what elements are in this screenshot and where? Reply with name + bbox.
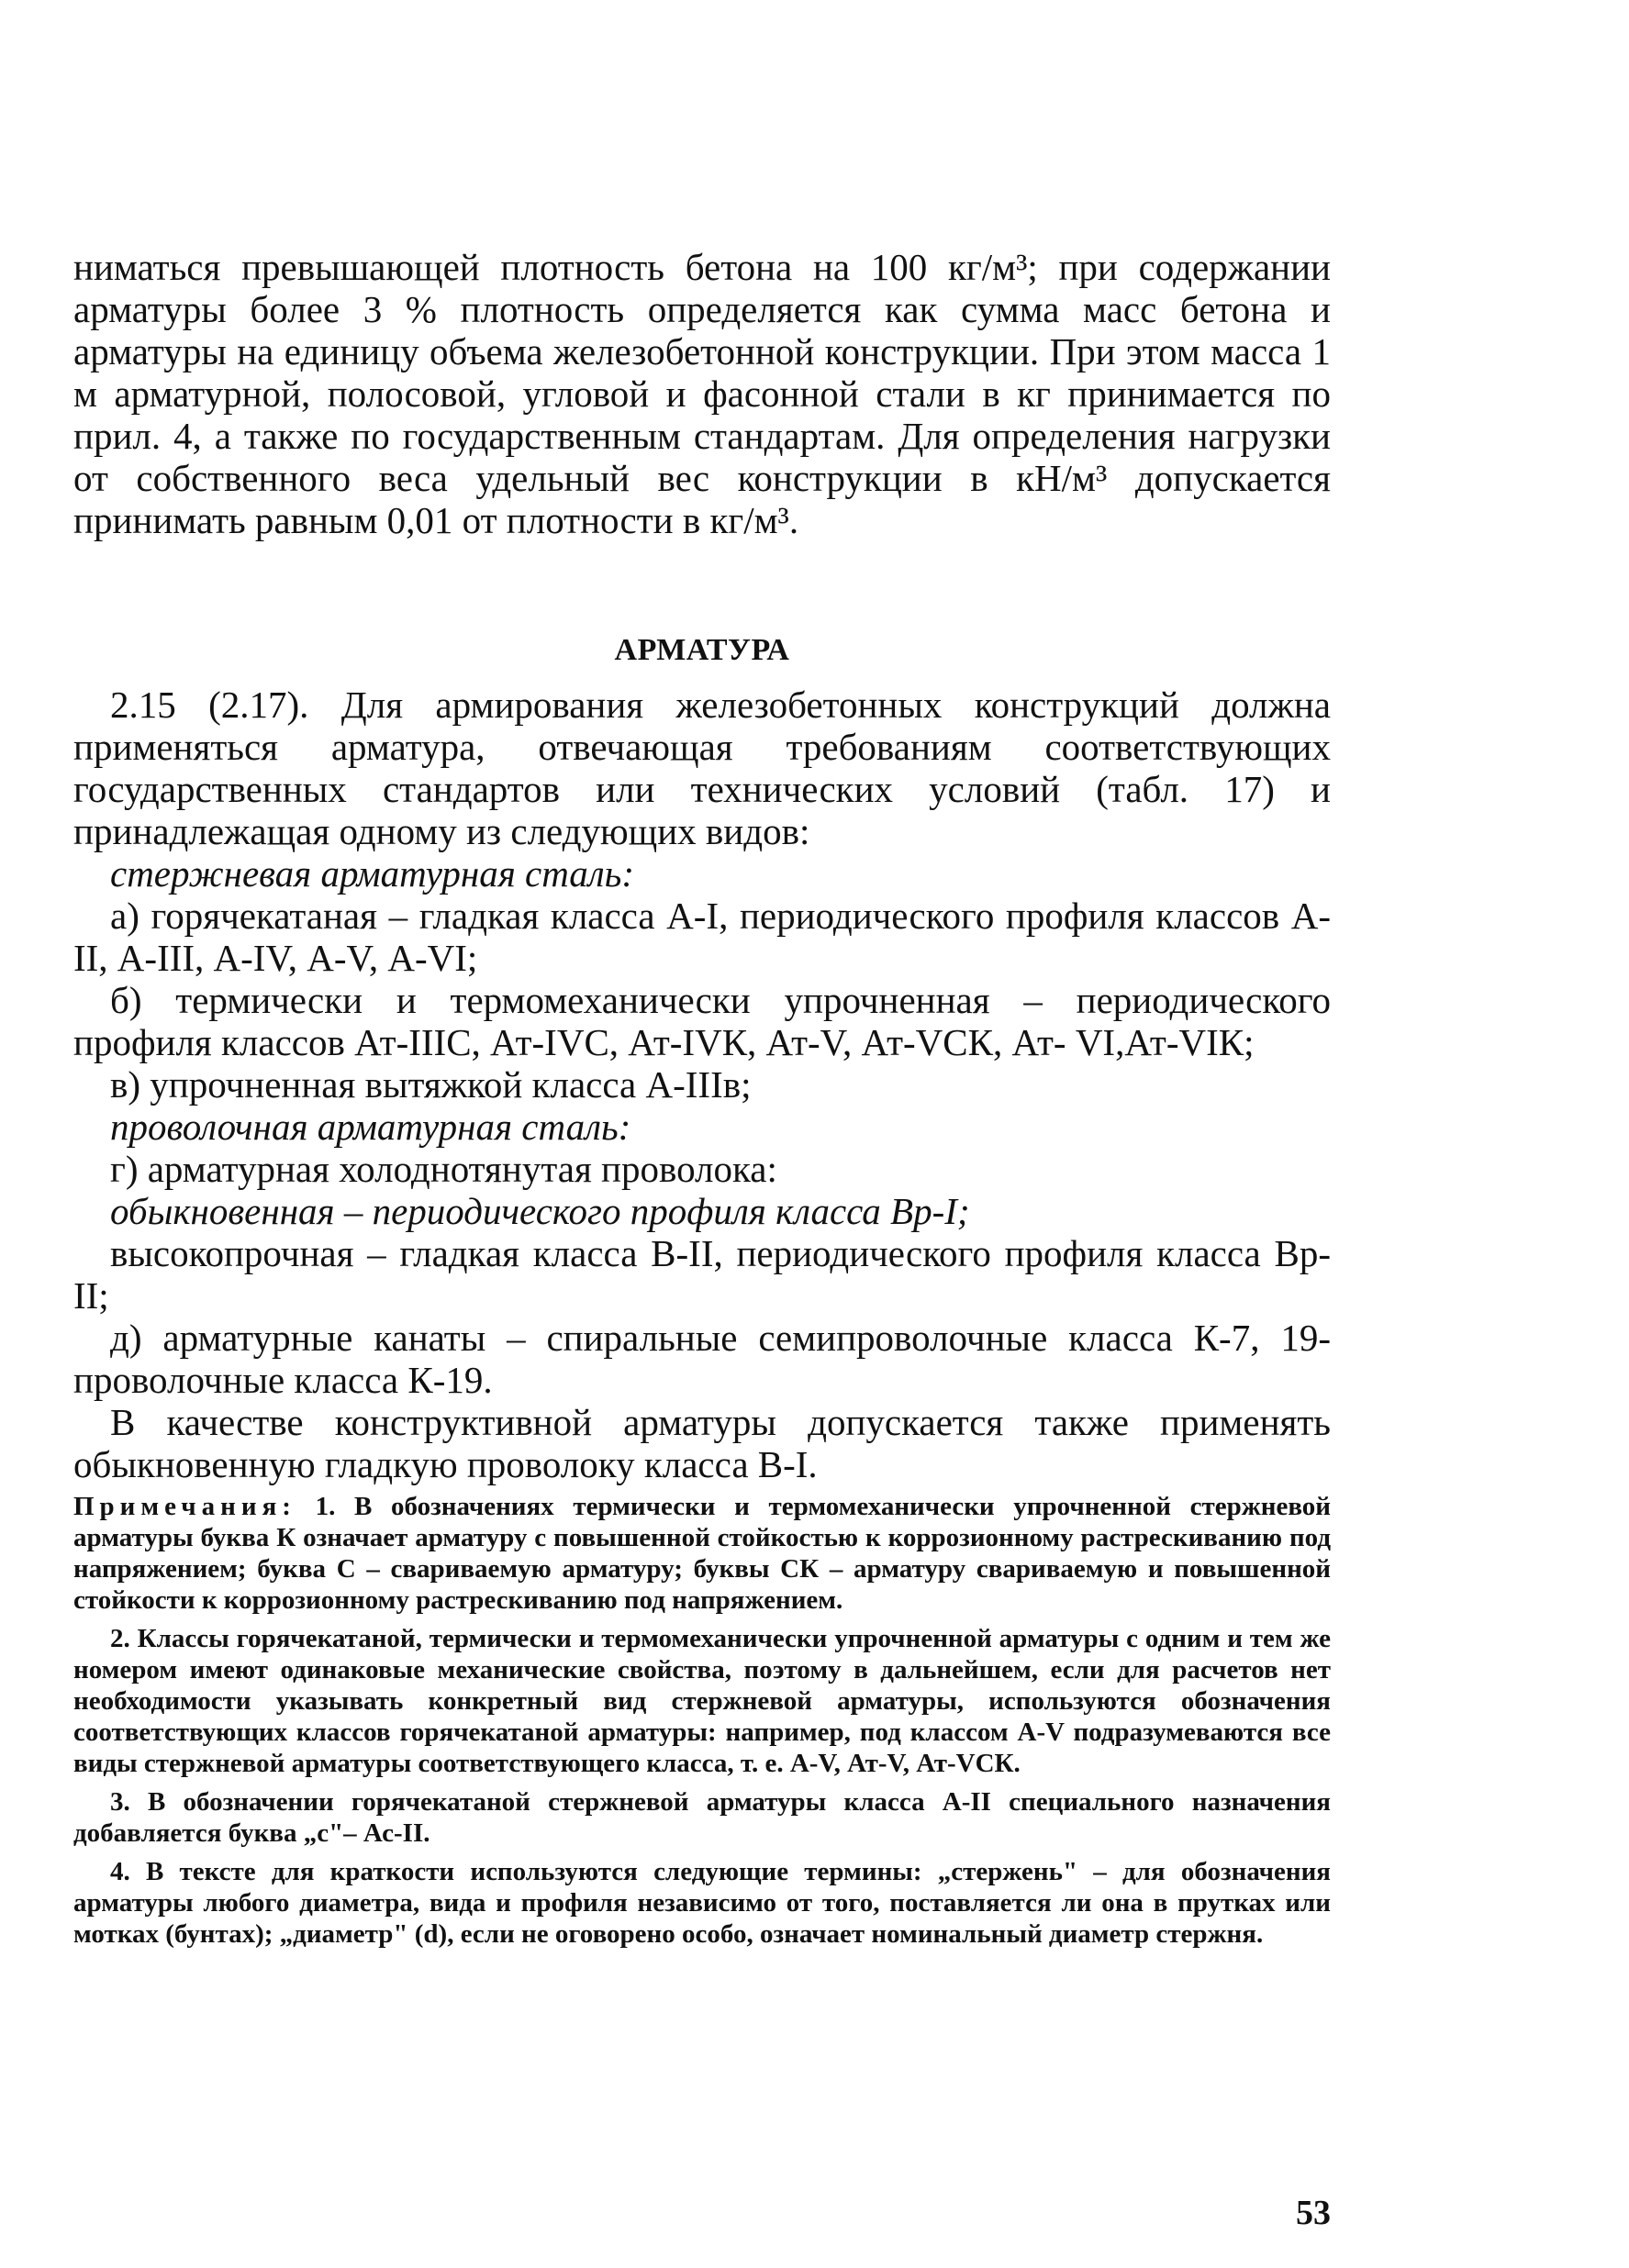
subheading-wire-steel: проволочная арматурная сталь: <box>110 1106 631 1148</box>
intro-paragraph <box>73 246 1331 541</box>
item-v: в) упрочненная вытяжкой класса А-IIIв; <box>110 1063 752 1106</box>
note-1-text: 1. В обозначениях термически и термомеханически упрочненной стержневой арматуры буква К означает арматуру с повышенной стойкостью к коррозионному растрескиванию под напряжением; буква С – свариваемую арматуру; буквы СК – арматуру свариваемую и повышенной стойкости к коррозионному растрескиванию под напряжением. <box>73 1492 1331 1615</box>
item-d: д) арматурные канаты – спиральные семипроволочные класса К-7, 19-проволочные класса К-19. <box>73 1317 1331 1401</box>
intro-text: ниматься превышающей плотность бетона на 100 кг/м³; при содержании арматуры более 3 % плотность определяется как сумма масс бетона и арматуры на единицу объема железобетонной конструкции. При этом масса 1 м арматурной, полосовой, угловой и фасонной стали в кг принимается по прил. 4, а также по государственным стандартам. Для определения нагрузки от собственного веса удельный вес конструкции в кН/м³ допускается принимать равным 0,01 от плотности в кг/м³. <box>73 246 1331 541</box>
notes-block <box>73 1491 1331 1957</box>
paragraph-2-15: 2.15 (2.17). Для армирования железобетонных конструкций должна применяться арматура, отвечающая требованиям соответствующих государственных стандартов или технических условий (табл. 17) и принадлежащая одному из следующих видов: <box>73 684 1331 852</box>
subheading-rod-steel: стержневая арматурная сталь: <box>110 852 634 895</box>
note-3: 3. В обозначении горячекатаной стержневой арматуры класса А-II специального назначения добавляется буква „с"– Ас-II. <box>73 1787 1331 1848</box>
item-a: а) горячекатаная – гладкая класса А-I, периодического профиля классов А-II, А-III, А-IV, А-V, А-VI; <box>73 895 1331 979</box>
item-g-ordinary: обыкновенная – периодического профиля класса Вр-I; <box>110 1190 970 1232</box>
section-heading: АРМАТУРА <box>614 633 790 667</box>
paragraph-constructive: В качестве конструктивной арматуры допускается также применять обыкновенную гладкую проволоку класса В-I. <box>73 1401 1331 1485</box>
note-2: 2. Классы горячекатаной, термически и термомеханически упрочненной арматуры с одним и тем же номером имеют одинаковые механические свойства, поэтому в дальнейшем, если для расчетов нет необходимости указывать конкретный вид стержневой арматуры, используются обозначения соответствующих классов горячекатаной арматуры: например, под классом А-V подразумеваются все виды стержневой арматуры соответствующего класса, т. е. А-V, Ат-V, Ат-VСК. <box>73 1624 1331 1778</box>
note-1 <box>73 1491 1331 1616</box>
note-4: 4. В тексте для краткости используются следующие термины: „стержень" – для обозначения арматуры любого диаметра, вида и профиля независимо от того, поставляется ли она в прутках или мотках (бунтах); „диаметр" (d), если не оговорено особо, означает номинальный диаметр стержня. <box>73 1857 1331 1949</box>
notes-label: Примечания: <box>73 1492 296 1521</box>
item-g: г) арматурная холоднотянутая проволока: <box>110 1148 777 1190</box>
section-body <box>73 684 1331 1485</box>
page-number: 53 <box>1296 2194 1331 2232</box>
item-g-high-strength: высокопрочная – гладкая класса В-II, периодического профиля класса Вр-II; <box>73 1232 1331 1317</box>
item-b: б) термически и термомеханически упрочненная – периодического профиля классов Ат-IIIС, Ат-IVС, Ат-IVК, Ат-V, Ат-VСК, Ат- VI,Ат-VIК; <box>73 979 1331 1063</box>
